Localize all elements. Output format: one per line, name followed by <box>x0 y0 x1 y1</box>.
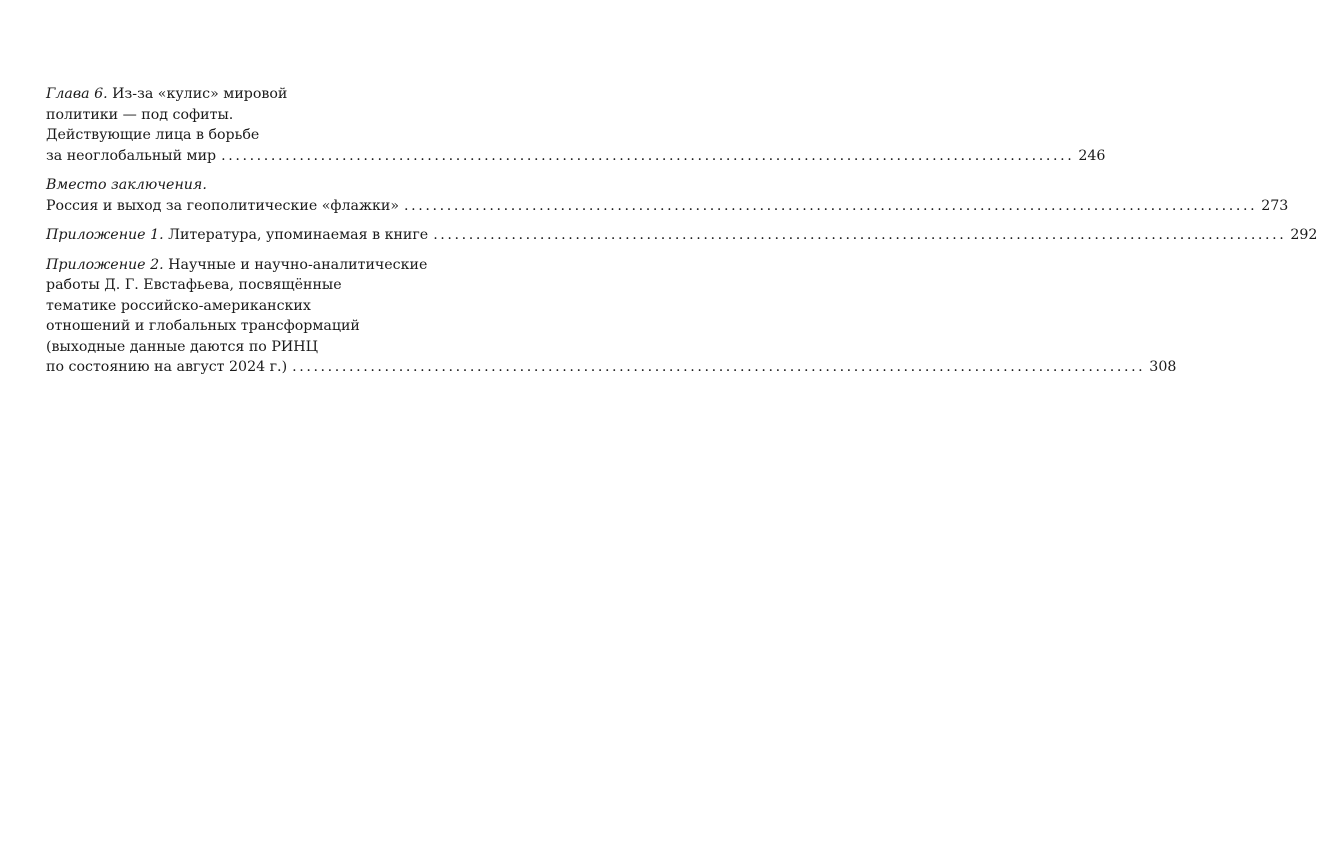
toc-entry-title-text: Литература, упоминаемая в книге <box>168 227 429 243</box>
toc-entry-appendix-1[interactable] <box>46 225 1317 246</box>
toc-entry-title-line: Из-за «кулис» мировой <box>112 86 288 102</box>
dot-leader: ........................................................................................................................ <box>221 147 1075 164</box>
toc-entry-line <box>46 255 494 276</box>
toc-entry-conclusion[interactable] <box>46 175 1289 216</box>
toc-entry-title-line: политики — под софиты. <box>46 106 234 123</box>
toc-entry-title-line: тематике российско-американских <box>46 297 311 314</box>
toc-entry-line <box>46 84 494 105</box>
toc-page-number: 308 <box>1149 359 1177 375</box>
toc-page-number: 273 <box>1261 197 1289 214</box>
toc-entry-lead: Приложение 1. <box>46 227 164 243</box>
toc-entry-last-line <box>46 196 1289 217</box>
toc-entry-last-line <box>46 225 1317 246</box>
dot-leader: ........................................................................................................................ <box>292 359 1146 375</box>
toc-page-number: 292 <box>1290 227 1317 243</box>
dot-leader: ........................................................................................................................ <box>433 227 1287 243</box>
toc-entry-title-line: по состоянию на август 2024 г.) <box>46 359 288 375</box>
toc-entry-appendix-2[interactable] <box>46 255 1177 378</box>
toc-entry-chapter-6[interactable] <box>46 84 1106 166</box>
toc-entry-title-line: Научные и научно-аналитические <box>168 256 428 273</box>
toc-entry-title-line <box>46 225 428 246</box>
toc-entry-title-line: отношений и глобальных трансформаций <box>46 318 360 334</box>
toc-entry-title-line: (выходные данные даются по РИНЦ <box>46 338 319 355</box>
toc-entry-title-line: Действующие лица в борьбе <box>46 127 260 143</box>
toc-entry-lead: Приложение 2. <box>46 256 164 273</box>
dot-leader: ........................................................................................................................ <box>404 197 1258 214</box>
table-of-contents <box>46 84 1317 387</box>
toc-entry-lead: Вместо заключения. <box>46 177 207 193</box>
toc-entry-title-line: работы Д. Г. Евстафьева, посвящённые <box>46 277 342 293</box>
toc-entry-last-line <box>46 357 1177 378</box>
toc-entry-title-line: Россия и выход за геополитические «флажки» <box>46 197 400 214</box>
toc-entry-title-line: за неоглобальный мир <box>46 147 217 164</box>
toc-page-number: 246 <box>1078 147 1106 164</box>
toc-entry-lead: Глава 6. <box>46 86 108 102</box>
toc-entry-last-line <box>46 146 1106 167</box>
